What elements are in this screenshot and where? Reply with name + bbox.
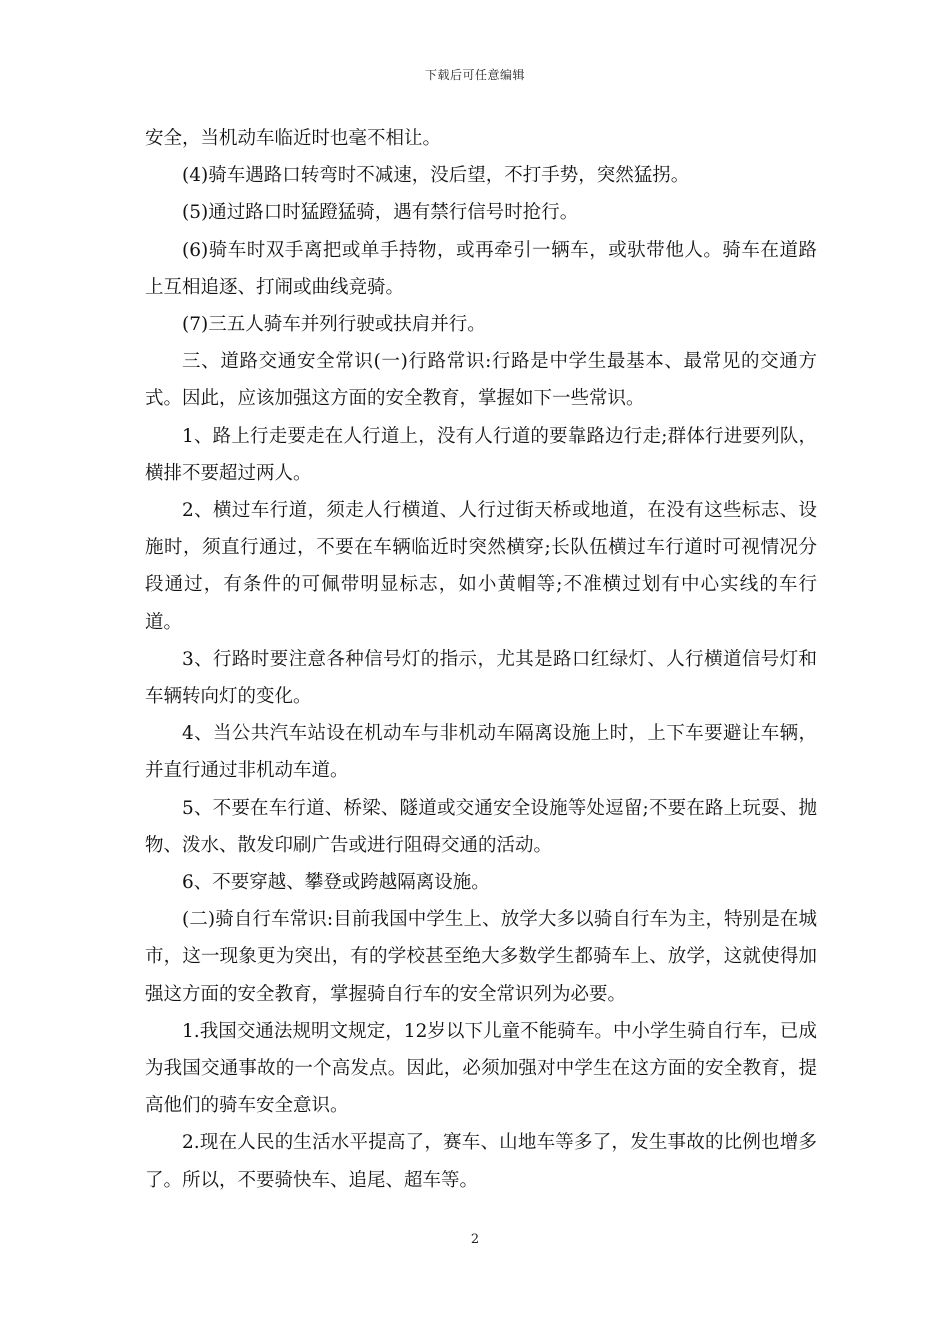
paragraph: 3、行路时要注意各种信号灯的指示，尤其是路口红绿灯、人行横道信号灯和车辆转向灯的变化。 (145, 648, 817, 708)
paragraph: 1.我国交通法规明文规定，12岁以下儿童不能骑车。中小学生骑自行车，已成为我国交通事故的一个高发点。因此，必须加强对中学生在这方面的安全教育，提高他们的骑车安全意识。 (145, 1020, 817, 1117)
paragraph: 三、道路交通安全常识(一)行路常识:行路是中学生最基本、最常见的交通方式。因此，应该加强这方面的安全教育，掌握如下一些常识。 (145, 351, 817, 410)
paragraph: 2.现在人民的生活水平提高了，赛车、山地车等多了，发生事故的比例也增多了。所以，不要骑快车、追尾、超车等。 (145, 1132, 817, 1191)
paragraph: 5、不要在车行道、桥梁、隧道或交通安全设施等处逗留;不要在路上玩耍、抛物、泼水、散发印刷广告或进行阻碍交通的活动。 (145, 797, 817, 856)
paragraph: (二)骑自行车常识:目前我国中学生上、放学大多以骑自行车为主，特别是在城市，这一现象更为突出，有的学校甚至绝大多数学生都骑车上、放学，这就使得加强这方面的安全教育，掌握骑自行车的安全常识列为必要。 (145, 909, 817, 1005)
page-number: 2 (470, 1232, 480, 1247)
document-body (145, 120, 817, 1199)
paragraph: (5)通过路口时猛蹬猛骑，遇有禁行信号时抢行。 (182, 202, 579, 224)
paragraph: 2、横过车行道，须走人行横道、人行过街天桥或地道，在没有这些标志、设施时，须直行通过，不要在车辆临近时突然横穿;长队伍横过车行道时可视情况分段通过，有条件的可佩带明显标志，如小黄帽等;不准横过划有中心实线的车行道。 (145, 500, 817, 633)
paragraph: 1、路上行走要走在人行道上，没有人行道的要靠路边行走;群体行进要列队，横排不要超过两人。 (145, 425, 817, 484)
paragraph: 4、当公共汽车站设在机动车与非机动车隔离设施上时，上下车要避让车辆，并直行通过非机动车道。 (145, 723, 817, 782)
paragraph: (4)骑车遇路口转弯时不减速，没后望，不打手势，突然猛拐。 (182, 165, 690, 187)
paragraph: (7)三五人骑车并列行驶或扶肩并行。 (182, 314, 486, 336)
paragraph: 6、不要穿越、攀登或跨越隔离设施。 (182, 872, 490, 894)
paragraph: 安全，当机动车临近时也毫不相让。 (145, 128, 442, 149)
paragraph: (6)骑车时双手离把或单手持物，或再牵引一辆车，或驮带他人。骑车在道路上互相追逐、打闹或曲线竞骑。 (145, 239, 817, 298)
page-header: 下载后可任意编辑 (424, 68, 525, 82)
